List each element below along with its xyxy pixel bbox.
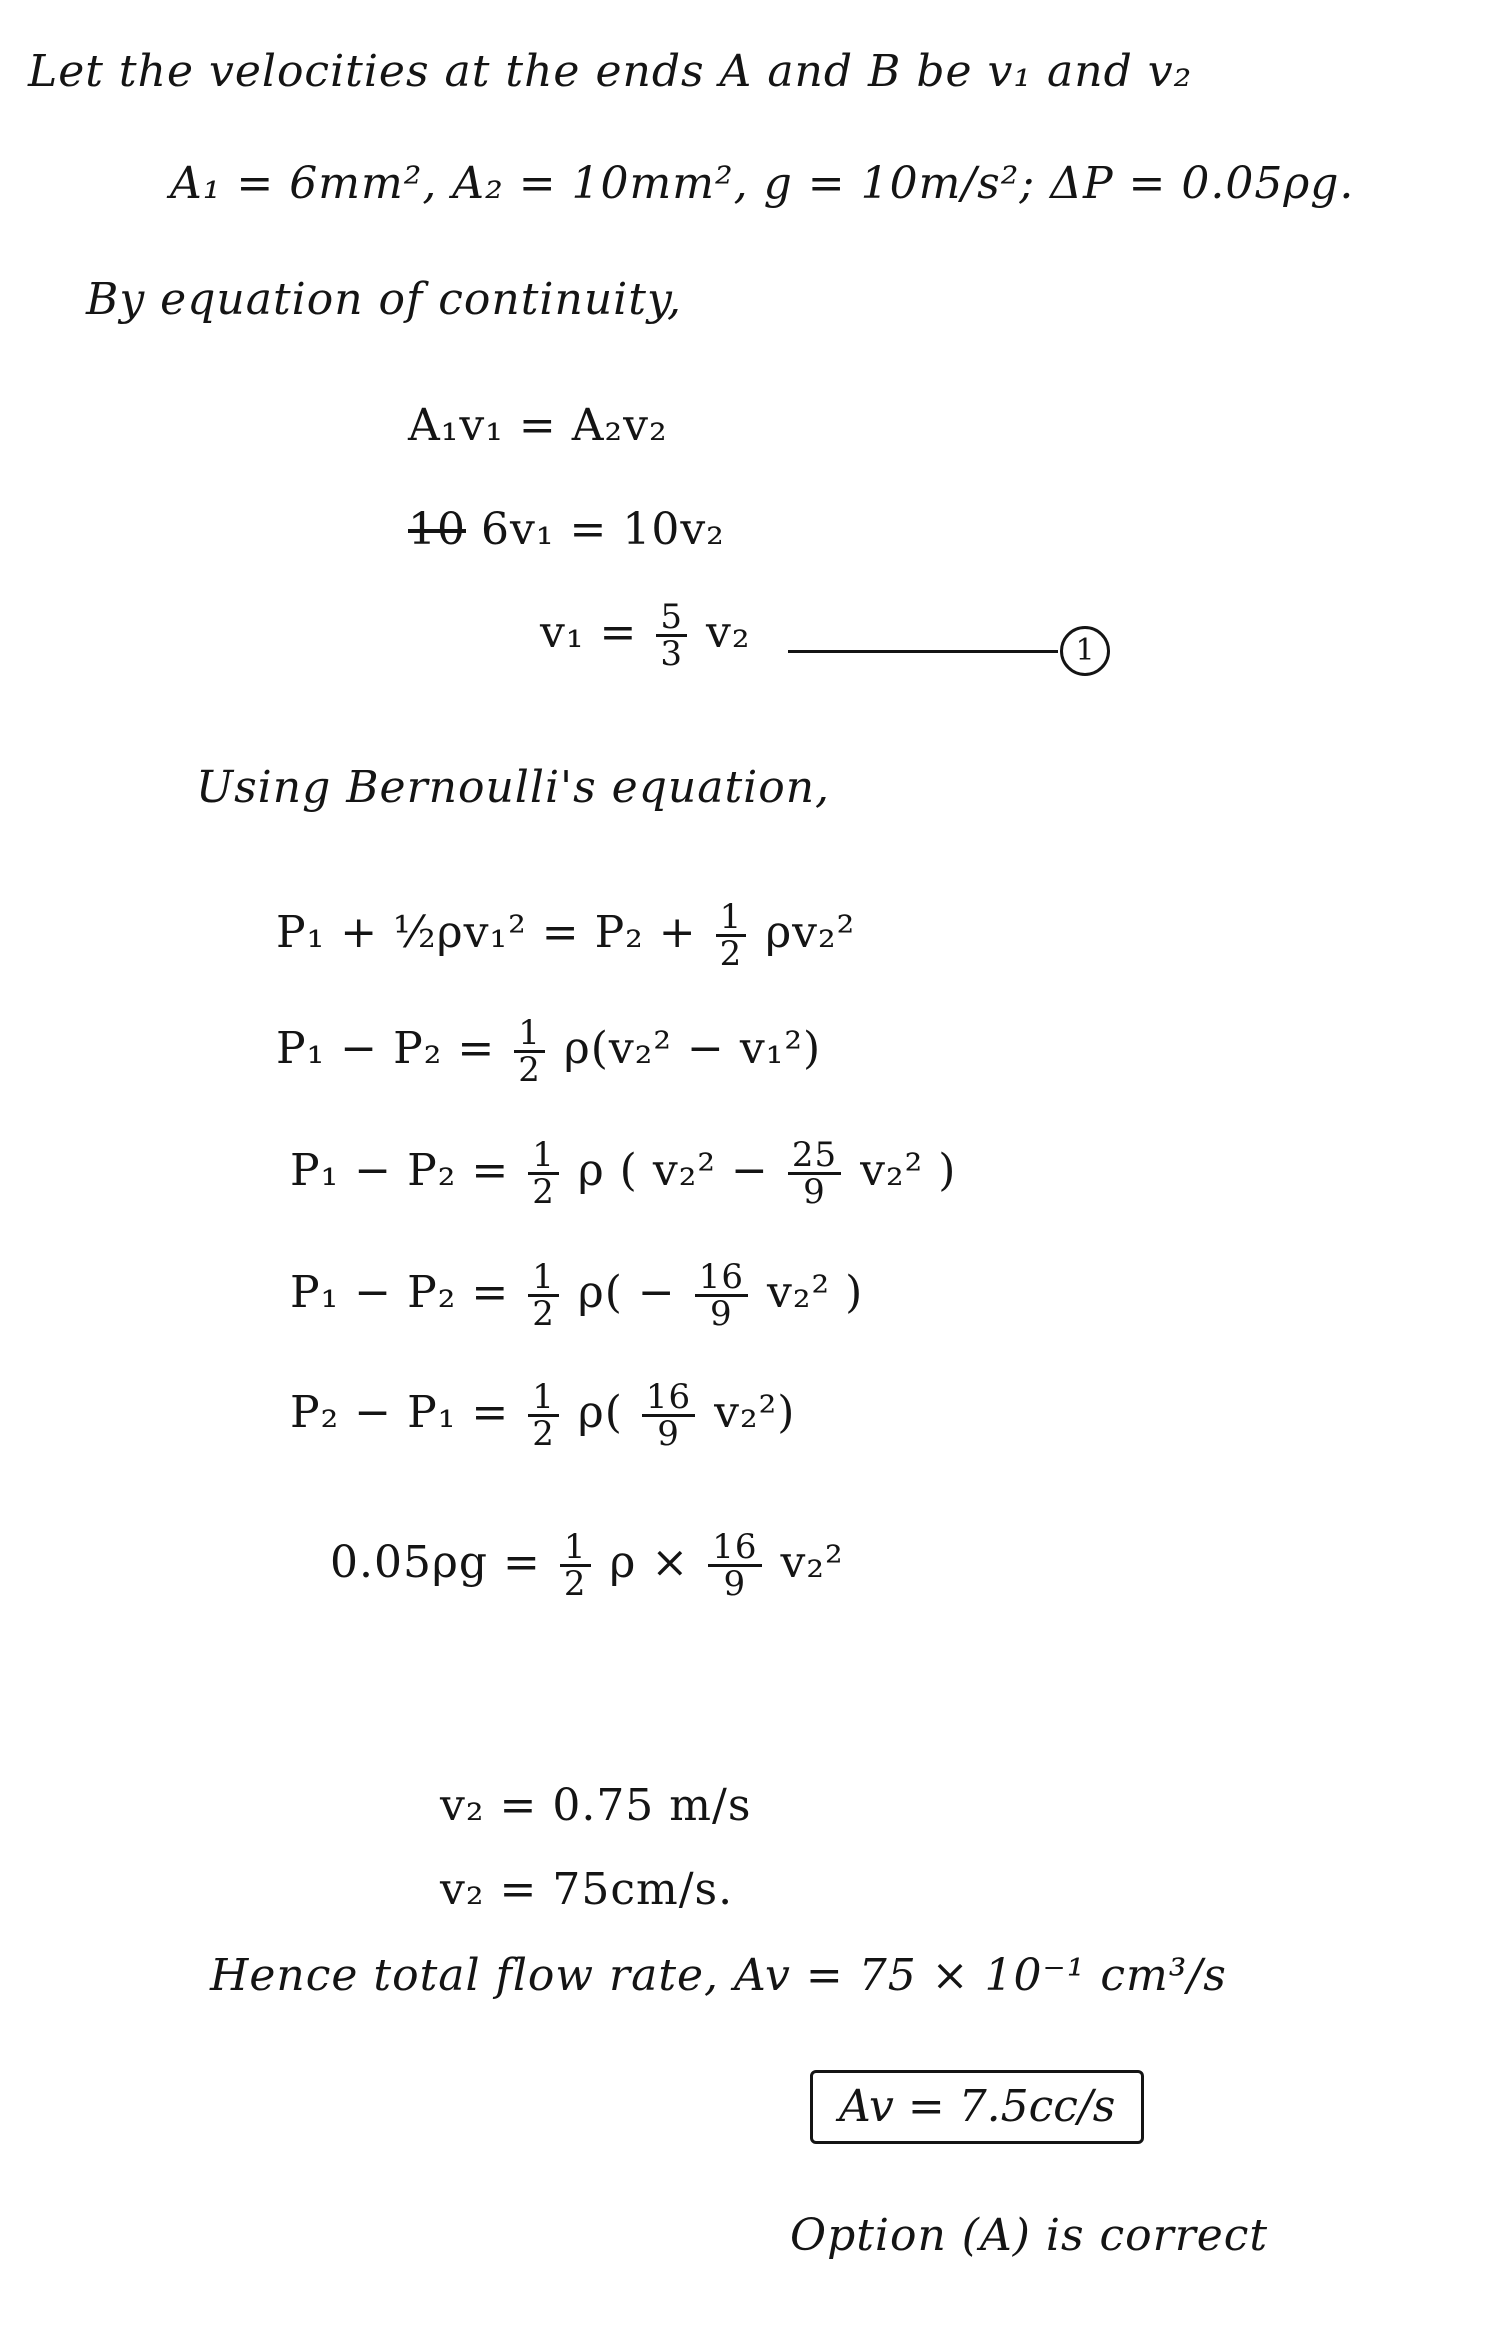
eq-part: v₂² <box>780 1537 844 1588</box>
eq-part: P₂ − P₁ = <box>290 1387 510 1438</box>
fraction-denominator: 2 <box>518 1050 541 1090</box>
fraction-numerator: 1 <box>716 900 747 937</box>
fraction-1-2 <box>716 897 747 974</box>
eq-part: ρ(v₂² − v₁²) <box>563 1023 822 1074</box>
v2-result-ms: v₂ = 0.75 m/s <box>440 1780 752 1831</box>
boxed-answer: Av = 7.5cc/s <box>810 2070 1144 2144</box>
fraction-numerator: 16 <box>642 1380 695 1417</box>
fraction-1-2 <box>528 1257 559 1334</box>
fraction-denominator: 2 <box>532 1414 555 1454</box>
bernoulli-heading: Using Bernoulli's equation, <box>196 762 831 813</box>
eq-part: ρ( − <box>577 1267 676 1318</box>
eq-part: ρ ( v₂² − <box>577 1145 769 1196</box>
fraction-numerator: 16 <box>695 1260 748 1297</box>
bernoulli-eq-3 <box>290 1135 957 1212</box>
eq-part: v₂² ) <box>766 1267 864 1318</box>
bernoulli-eq-6 <box>330 1527 844 1604</box>
flow-rate-line: Hence total flow rate, Av = 75 × 10⁻¹ cm³/s <box>210 1950 1227 2001</box>
fraction-numerator: 1 <box>528 1380 559 1417</box>
scratched-out-text: 10 <box>408 504 466 555</box>
fraction-1-2 <box>560 1527 591 1604</box>
continuity-heading: By equation of continuity, <box>86 274 682 325</box>
fraction-numerator: 1 <box>560 1530 591 1567</box>
eq-part: v₂² ) <box>860 1145 957 1196</box>
intro-line: Let the velocities at the ends A and B be v₁ and v₂ <box>28 46 1193 97</box>
fraction-numerator: 16 <box>708 1530 761 1567</box>
eq-part: P₁ + ½ρv₁² = P₂ + <box>276 907 697 958</box>
fraction-1-2 <box>528 1377 559 1454</box>
conclusion-line: Option (A) is correct <box>790 2210 1269 2261</box>
eq-part: P₁ − P₂ = <box>290 1145 510 1196</box>
bernoulli-eq-1 <box>276 897 856 974</box>
fraction-16-9 <box>708 1527 761 1604</box>
continuity-eq-3-lhs: v₁ = <box>540 607 638 658</box>
eq-part: ρ × <box>609 1537 690 1588</box>
fraction-denominator: 2 <box>563 1564 587 1604</box>
bernoulli-eq-5 <box>290 1377 796 1454</box>
equation-reference-line <box>788 650 1058 653</box>
continuity-eq-1: A₁v₁ = A₂v₂ <box>408 400 668 451</box>
fraction-numerator: 1 <box>528 1260 559 1297</box>
fraction-denominator: 9 <box>710 1294 733 1334</box>
eq-part: P₁ − P₂ = <box>276 1023 496 1074</box>
continuity-eq-3-rhs: v₂ <box>706 607 751 658</box>
fraction-1-2 <box>528 1135 559 1212</box>
fraction-numerator: 25 <box>788 1138 841 1175</box>
fraction-16-9 <box>642 1377 695 1454</box>
bernoulli-eq-4 <box>290 1257 864 1334</box>
eq-part: ρv₂² <box>765 907 856 958</box>
fraction-denominator: 9 <box>803 1172 826 1212</box>
fraction-25-9 <box>788 1135 841 1212</box>
continuity-eq-3 <box>540 597 751 674</box>
given-values-line: A₁ = 6mm², A₂ = 10mm², g = 10m/s²; ΔP = 0.05ρg. <box>170 158 1355 209</box>
eq-part: ρ( <box>577 1387 623 1438</box>
eq-part: v₂²) <box>714 1387 796 1438</box>
continuity-eq-2-text: 6v₁ = 10v₂ <box>481 504 725 555</box>
fraction-denominator: 2 <box>719 934 743 974</box>
fraction-denominator: 2 <box>532 1294 555 1334</box>
fraction-denominator: 3 <box>660 634 683 674</box>
fraction-16-9 <box>695 1257 748 1334</box>
fraction-denominator: 9 <box>723 1564 747 1604</box>
eq-part: P₁ − P₂ = <box>290 1267 510 1318</box>
eq-part: 0.05ρg = <box>330 1537 541 1588</box>
fraction-5-3 <box>656 597 687 674</box>
fraction-denominator: 2 <box>532 1172 555 1212</box>
equation-number-circle: 1 <box>1060 626 1110 676</box>
v2-result-cms: v₂ = 75cm/s. <box>440 1864 734 1915</box>
bernoulli-eq-2 <box>276 1013 822 1090</box>
fraction-numerator: 1 <box>528 1138 559 1175</box>
fraction-denominator: 9 <box>657 1414 680 1454</box>
fraction-numerator: 1 <box>514 1016 545 1053</box>
continuity-eq-2 <box>408 502 725 558</box>
fraction-1-2 <box>514 1013 545 1090</box>
fraction-numerator: 5 <box>656 600 687 637</box>
